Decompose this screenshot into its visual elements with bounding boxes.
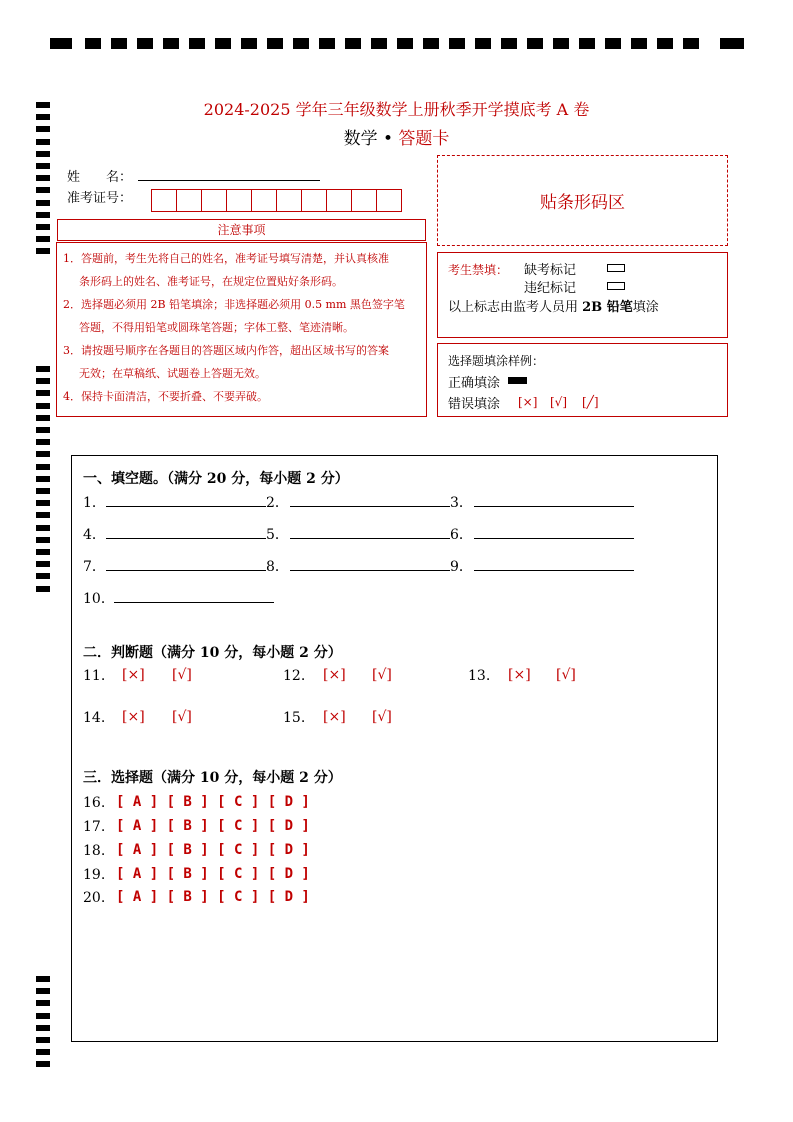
timing-mark bbox=[36, 390, 50, 396]
timing-mark bbox=[36, 212, 50, 218]
timing-mark bbox=[36, 1013, 50, 1019]
timing-mark bbox=[36, 976, 50, 982]
marks-note-bold: 2B 铅笔 bbox=[582, 300, 633, 315]
sample-title: 选择题填涂样例： bbox=[448, 354, 545, 368]
question-number: 20. bbox=[83, 890, 106, 906]
exam-id-cell[interactable] bbox=[251, 189, 277, 212]
false-option[interactable]: [×] bbox=[323, 667, 346, 683]
timing-mark bbox=[36, 427, 50, 433]
exam-title: 2024-2025 学年三年级数学上册秋季开学摸底考 A 卷 bbox=[203, 100, 590, 119]
timing-mark bbox=[36, 464, 50, 470]
question-number: 8． bbox=[266, 559, 289, 575]
timing-mark bbox=[36, 525, 50, 531]
timing-mark bbox=[36, 403, 50, 409]
answer-blank[interactable] bbox=[290, 570, 450, 571]
timing-mark bbox=[36, 175, 50, 181]
notice-line: 1．答题前，考生先将自己的姓名，准考证号填写清楚，并认真核准 bbox=[63, 252, 389, 265]
name-field[interactable] bbox=[138, 180, 320, 181]
exam-id-cell[interactable] bbox=[351, 189, 377, 212]
choice-options[interactable]: [ A ] [ B ] [ C ] [ D ] bbox=[116, 818, 310, 834]
fill-sample-box bbox=[437, 343, 728, 417]
timing-mark bbox=[36, 378, 50, 384]
correct-label: 正确填涂 bbox=[448, 376, 501, 391]
answer-blank[interactable] bbox=[474, 538, 634, 539]
timing-mark bbox=[36, 248, 50, 254]
answer-blank[interactable] bbox=[290, 506, 450, 507]
timing-mark bbox=[36, 573, 50, 579]
exam-id-cell[interactable] bbox=[326, 189, 352, 212]
question-number: 19. bbox=[83, 867, 106, 883]
timing-mark bbox=[36, 561, 50, 567]
exam-id-cell[interactable] bbox=[301, 189, 327, 212]
question-number: 4． bbox=[83, 527, 106, 543]
wrong-sample-3: [╱] bbox=[582, 395, 599, 409]
timing-mark bbox=[36, 366, 50, 372]
correct-fill-sample bbox=[508, 377, 527, 384]
timing-mark bbox=[36, 1049, 50, 1055]
notice-line: 无效；在草稿纸、试题卷上答题无效。 bbox=[79, 367, 266, 380]
notice-line: 4．保持卡面清洁，不要折叠、不要弄破。 bbox=[63, 390, 268, 403]
timing-mark bbox=[36, 537, 50, 543]
question-number: 12. bbox=[283, 668, 306, 684]
question-number: 3． bbox=[450, 495, 473, 511]
separator-dot: • bbox=[382, 129, 394, 149]
timing-mark bbox=[36, 439, 50, 445]
exam-id-cell[interactable] bbox=[176, 189, 202, 212]
answer-blank[interactable] bbox=[106, 538, 266, 539]
timing-mark bbox=[36, 451, 50, 457]
notice-line: 2．选择题必须用 2B 铅笔填涂；非选择题必须用 0.5 mm 黑色签字笔 bbox=[63, 298, 405, 311]
card-subtitle bbox=[0, 124, 793, 149]
answer-blank[interactable] bbox=[290, 538, 450, 539]
timing-mark bbox=[36, 586, 50, 592]
wrong-label: 错误填涂 bbox=[448, 397, 501, 412]
marks-note-prefix: 以上标志由监考人员用 bbox=[448, 300, 583, 315]
choice-options[interactable]: [ A ] [ B ] [ C ] [ D ] bbox=[116, 842, 310, 858]
barcode-label: 贴条形码区 bbox=[540, 193, 625, 213]
timing-mark bbox=[36, 1025, 50, 1031]
timing-mark bbox=[36, 224, 50, 230]
true-option[interactable]: [√] bbox=[172, 667, 192, 683]
marks-note-suffix: 填涂 bbox=[632, 300, 659, 315]
exam-marks-label: 考生禁填： bbox=[448, 263, 509, 277]
timing-mark bbox=[36, 488, 50, 494]
exam-id-cell[interactable] bbox=[376, 189, 402, 212]
timing-mark bbox=[36, 200, 50, 206]
judge-section-title: 二．判断题（满分 10 分，每小题 2 分） bbox=[83, 645, 342, 661]
choice-options[interactable]: [ A ] [ B ] [ C ] [ D ] bbox=[116, 889, 310, 905]
timing-mark bbox=[36, 500, 50, 506]
exam-marks-box bbox=[437, 252, 728, 338]
timing-mark bbox=[36, 415, 50, 421]
true-option[interactable]: [√] bbox=[372, 709, 392, 725]
question-number: 16. bbox=[83, 795, 106, 811]
false-option[interactable]: [×] bbox=[122, 667, 145, 683]
barcode-area bbox=[437, 155, 728, 246]
exam-id-cell[interactable] bbox=[201, 189, 227, 212]
exam-id-boxes[interactable] bbox=[151, 189, 401, 212]
question-number: 17. bbox=[83, 819, 106, 835]
exam-id-cell[interactable] bbox=[276, 189, 302, 212]
notice-title: 注意事项 bbox=[57, 219, 426, 241]
absent-label: 缺考标记 bbox=[524, 263, 577, 278]
timing-mark bbox=[36, 187, 50, 193]
violation-mark-box[interactable] bbox=[607, 282, 625, 290]
question-number: 14. bbox=[83, 710, 106, 726]
notice-line: 条形码上的姓名、准考证号，在规定位置贴好条形码。 bbox=[79, 275, 343, 288]
timing-mark bbox=[36, 988, 50, 994]
answer-blank[interactable] bbox=[474, 570, 634, 571]
answer-blank[interactable] bbox=[474, 506, 634, 507]
timing-mark bbox=[36, 1037, 50, 1043]
answer-blank[interactable] bbox=[106, 570, 266, 571]
question-number: 6． bbox=[450, 527, 473, 543]
wrong-sample-2: [√] bbox=[550, 395, 568, 409]
question-number: 15. bbox=[283, 710, 306, 726]
timing-mark bbox=[36, 236, 50, 242]
fill-section-title: 一、填空题。（满分 20 分，每小题 2 分） bbox=[83, 471, 349, 487]
question-number: 13. bbox=[468, 668, 491, 684]
exam-id-cell[interactable] bbox=[226, 189, 252, 212]
question-number: 1． bbox=[83, 495, 106, 511]
true-option[interactable]: [√] bbox=[372, 667, 392, 683]
card-label: 答题卡 bbox=[398, 129, 450, 149]
question-number: 10． bbox=[83, 591, 115, 607]
answer-area bbox=[71, 455, 718, 1042]
choice-options[interactable]: [ A ] [ B ] [ C ] [ D ] bbox=[116, 866, 310, 882]
timing-mark bbox=[36, 151, 50, 157]
notice-box bbox=[56, 242, 427, 417]
marks-note bbox=[448, 296, 659, 315]
timing-mark bbox=[36, 1061, 50, 1067]
false-option[interactable]: [×] bbox=[508, 667, 531, 683]
timing-mark bbox=[36, 163, 50, 169]
false-option[interactable]: [×] bbox=[122, 709, 145, 725]
question-number: 11. bbox=[83, 668, 106, 684]
timing-mark bbox=[36, 476, 50, 482]
notice-line: 答题，不得用铅笔或圆珠笔答题；字体工整、笔迹清晰。 bbox=[79, 321, 354, 334]
timing-mark bbox=[36, 1000, 50, 1006]
subject-label: 数学 bbox=[343, 129, 378, 149]
absent-mark-box[interactable] bbox=[607, 264, 625, 272]
choice-section-title: 三．选择题（满分 10 分，每小题 2 分） bbox=[83, 770, 342, 786]
notice-line: 3．请按题号顺序在各题目的答题区域内作答，超出区域书写的答案 bbox=[63, 344, 389, 357]
true-option[interactable]: [√] bbox=[172, 709, 192, 725]
wrong-sample-1: [×] bbox=[518, 395, 538, 409]
question-number: 18. bbox=[83, 843, 106, 859]
name-label: 姓 名： bbox=[67, 170, 133, 185]
true-option[interactable]: [√] bbox=[556, 667, 576, 683]
question-number: 5． bbox=[266, 527, 289, 543]
answer-blank[interactable] bbox=[106, 506, 266, 507]
question-number: 9． bbox=[450, 559, 473, 575]
timing-mark bbox=[36, 512, 50, 518]
exam-id-cell[interactable] bbox=[151, 189, 177, 212]
question-number: 7． bbox=[83, 559, 106, 575]
violation-label: 违纪标记 bbox=[524, 281, 577, 296]
question-number: 2． bbox=[266, 495, 289, 511]
false-option[interactable]: [×] bbox=[323, 709, 346, 725]
choice-options[interactable]: [ A ] [ B ] [ C ] [ D ] bbox=[116, 794, 310, 810]
exam-id-label: 准考证号： bbox=[67, 191, 133, 206]
timing-mark bbox=[36, 549, 50, 555]
answer-blank[interactable] bbox=[114, 602, 274, 603]
